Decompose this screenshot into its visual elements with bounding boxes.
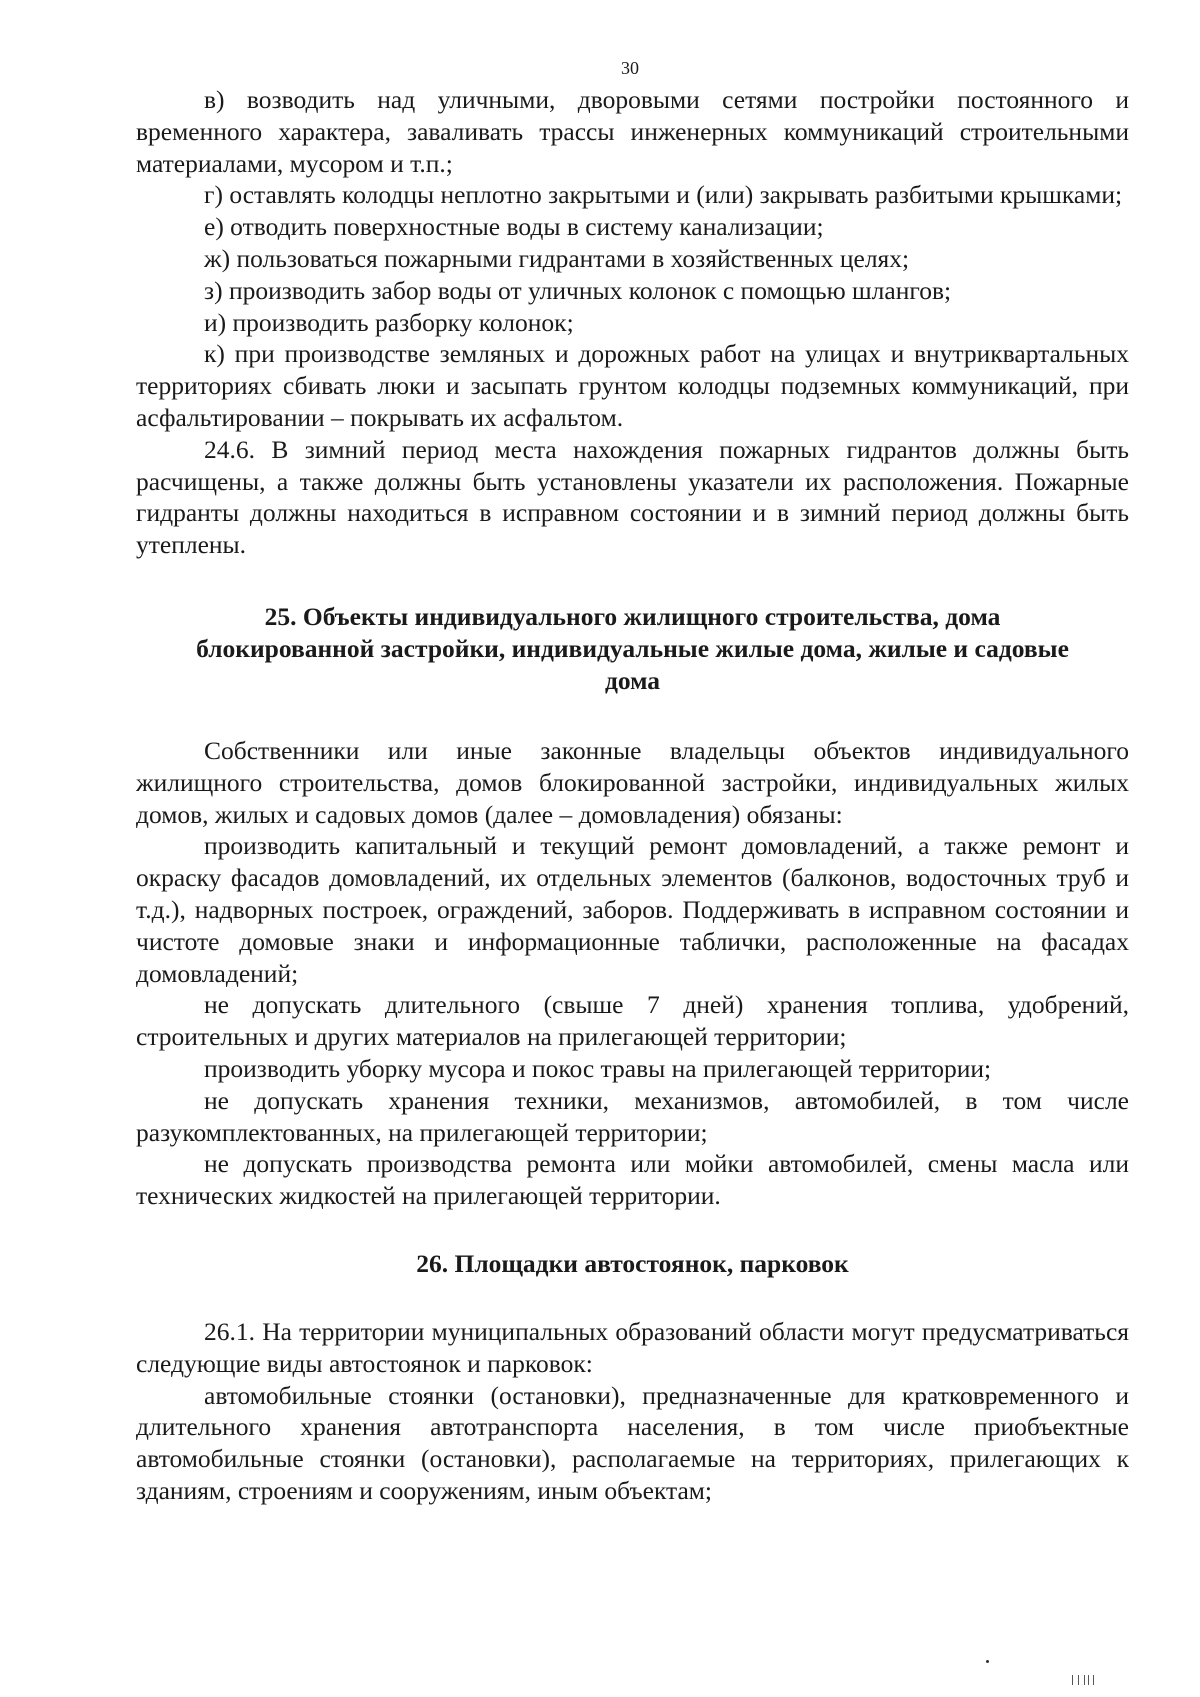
paragraph: ж) пользоваться пожарными гидрантами в хозяйственных целях;: [204, 243, 910, 273]
paragraph: производить капитальный и текущий ремонт домовладений, а также ремонт и окраску фасадов домовладений, их отдельных элементов (балконов, водосточных труб и т.д.), надворных построек, ограждений, заборов. Поддерживать в исправном состоянии и чистоте домовые знаки и информационные таблички, расположенные на фасадах домовладений;: [136, 831, 1129, 988]
paragraph: не допускать хранения техники, механизмов, автомобилей, в том числе разукомплектованных, на прилегающей территории;: [136, 1085, 1129, 1147]
section-26-body: [136, 1316, 1129, 1507]
page-number: 30: [621, 58, 639, 78]
paragraph: автомобильные стоянки (остановки), предназначенные для кратковременного и длительного хранения автотранспорта населения, в том числе приобъектные автомобильные стоянки (остановки), располагаемые на территориях, прилегающих к зданиям, строениям и сооружениям, иным объектам;: [136, 1380, 1129, 1505]
paragraph: не допускать длительного (свыше 7 дней) хранения топлива, удобрений, строительных и других материалов на прилегающей территории;: [136, 990, 1129, 1052]
scan-mark: [1072, 1675, 1073, 1685]
section-heading-25: 25. Объекты индивидуального жилищного строительства, дома блокированной застройки, индивидуальные жилые дома, жилые и садовые дома: [196, 601, 1069, 695]
section-25-body: [136, 735, 1129, 1212]
paragraph: в) возводить над уличными, дворовыми сетями постройки постоянного и временного характера, заваливать трассы инженерных коммуникаций строительными материалами, мусором и т.п.;: [136, 85, 1129, 178]
scan-mark: [1093, 1675, 1094, 1685]
intro-block: [136, 84, 1129, 561]
paragraph: производить уборку мусора и покос травы на прилегающей территории;: [204, 1053, 992, 1083]
paragraph: и) производить разборку колонок;: [204, 307, 574, 337]
paragraph: е) отводить поверхностные воды в систему канализации;: [204, 212, 824, 242]
paragraph: не допускать производства ремонта или мойки автомобилей, смены масла или технических жидкостей на прилегающей территории.: [136, 1149, 1129, 1211]
scan-mark: [1078, 1675, 1079, 1685]
paragraph: з) производить забор воды от уличных колонок с помощью шлангов;: [204, 275, 952, 305]
section-heading-26: 26. Площадки автостоянок, парковок: [416, 1248, 849, 1278]
document-body: [136, 84, 1129, 1507]
scan-mark: [1084, 1675, 1085, 1685]
paragraph: к) при производстве земляных и дорожных работ на улицах и внутриквартальных территориях сбивать люки и засыпать грунтом колодцы подземных коммуникаций, при асфальтировании – покрывать их асфальтом.: [136, 339, 1129, 432]
scan-mark: [1088, 1675, 1089, 1685]
paragraph: 24.6. В зимний период места нахождения пожарных гидрантов должны быть расчищены, а также должны быть установлены указатели их расположения. Пожарные гидранты должны находиться в исправном состоянии и в зимний период должны быть утеплены.: [136, 434, 1129, 560]
paragraph: г) оставлять колодцы неплотно закрытыми и (или) закрывать разбитыми крышками;: [204, 180, 1123, 210]
paragraph: Собственники или иные законные владельцы объектов индивидуального жилищного строительства, домов блокированной застройки, индивидуальных жилых домов, жилых и садовых домов (далее – домовладения) обязаны:: [136, 735, 1129, 829]
paragraph: 26.1. На территории муниципальных образований области могут предусматриваться следующие виды автостоянок и парковок:: [136, 1316, 1129, 1378]
scan-speck: [986, 1660, 989, 1663]
